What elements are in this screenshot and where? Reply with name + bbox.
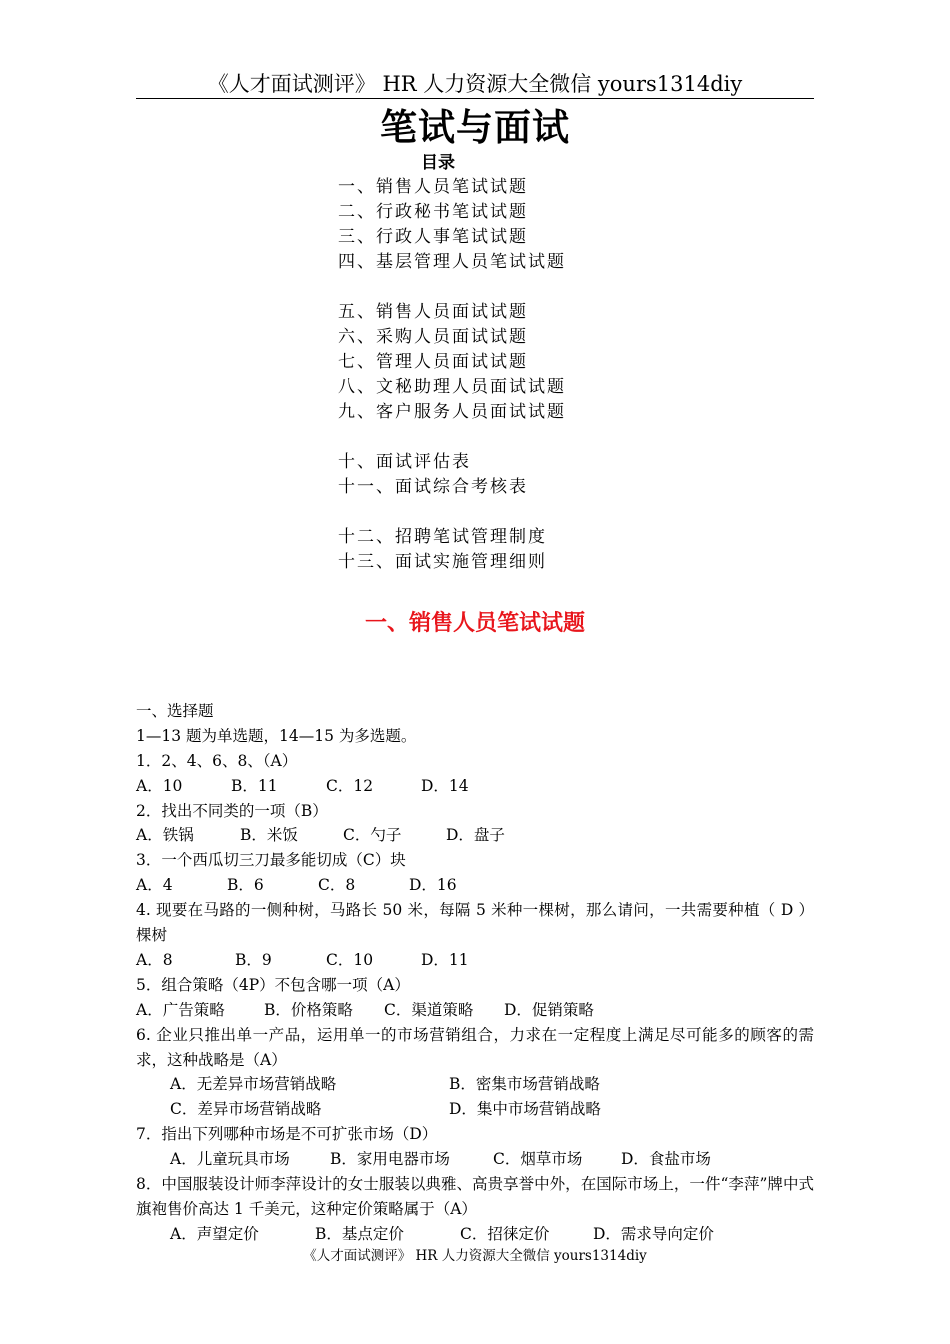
question-text: 8．中国服装设计师李萍设计的女士服装以典雅、高贵享誉中外，在国际市场上，一件“李萍”牌中式旗袍售价高达 1 千美元，这种定价策略属于（A） [136, 1174, 814, 1218]
question-text: 2．找出不同类的一项（B） [136, 801, 328, 820]
option: D．盘子 [446, 826, 505, 845]
question-options [136, 1222, 814, 1247]
option: A．4 [136, 876, 173, 895]
toc-item[interactable]: 三、行政人事笔试试题 [338, 227, 528, 247]
question-options [136, 774, 814, 799]
header-divider [136, 98, 814, 99]
toc-item[interactable]: 二、行政秘书笔试试题 [338, 202, 528, 222]
toc-heading: 目录 [421, 153, 455, 173]
option: D．11 [421, 950, 469, 969]
toc-item[interactable]: 八、文秘助理人员面试试题 [338, 377, 566, 397]
option: A．铁锅 [136, 826, 194, 845]
toc-item[interactable]: 七、管理人员面试试题 [338, 352, 528, 372]
toc-item[interactable]: 十、面试评估表 [338, 452, 471, 472]
question-text: 6. 企业只推出单一产品，运用单一的市场营销组合，力求在一定程度上满足尽可能多的顾客的需求，这种战略是（A） [136, 1025, 814, 1069]
toc-item[interactable]: 十一、面试综合考核表 [338, 477, 528, 497]
quiz-part-title: 一、选择题 [136, 702, 214, 720]
toc-spacer [338, 500, 566, 525]
option: C．烟草市场 [493, 1150, 583, 1169]
document-title: 笔试与面试 [380, 106, 570, 149]
quiz-body [136, 699, 814, 1247]
toc-spacer [338, 275, 566, 300]
option: C．渠道策略 [384, 1000, 474, 1019]
question-options [136, 1072, 814, 1097]
toc-item[interactable]: 十三、面试实施管理细则 [338, 552, 547, 572]
question-text: 1．2、4、6、8、（A） [136, 751, 298, 770]
option: B．密集市场营销战略 [449, 1075, 600, 1094]
toc-item[interactable]: 六、采购人员面试试题 [338, 327, 528, 347]
option: B．11 [231, 776, 278, 795]
option: C．8 [318, 876, 356, 895]
option: A．声望定价 [170, 1224, 259, 1243]
toc-spacer [338, 425, 566, 450]
option: A．儿童玩具市场 [170, 1150, 290, 1169]
toc-item[interactable]: 九、客户服务人员面试试题 [338, 402, 566, 422]
page-header: 《人才面试测评》 HR 人力资源大全微信 yours1314diy [207, 72, 743, 96]
question-options [136, 1147, 814, 1172]
option: A．8 [136, 950, 173, 969]
toc-item[interactable]: 十二、招聘笔试管理制度 [338, 527, 547, 547]
option: D．14 [421, 776, 469, 795]
question-options [136, 998, 814, 1023]
option: B．家用电器市场 [330, 1150, 450, 1169]
option: C．12 [326, 776, 374, 795]
table-of-contents [338, 175, 566, 575]
option: C．招徕定价 [460, 1224, 550, 1243]
option: D．集中市场营销战略 [449, 1100, 601, 1119]
option: A．广告策略 [136, 1000, 225, 1019]
section-heading: 一、销售人员笔试试题 [364, 611, 585, 636]
option: C．勺子 [343, 826, 402, 845]
option: D．促销策略 [504, 1000, 594, 1019]
option: D．16 [409, 876, 457, 895]
option: C．差异市场营销战略 [170, 1100, 322, 1119]
question-text: 5．组合策略（4P）不包含哪一项（A） [136, 975, 410, 994]
toc-item[interactable]: 一、销售人员笔试试题 [338, 177, 528, 197]
option: B．6 [227, 876, 264, 895]
question-options [136, 1097, 814, 1122]
question-text: 4. 现要在马路的一侧种树，马路长 50 米，每隔 5 米种一棵树，那么请问，一共需要种植（ D ）棵树 [136, 901, 814, 945]
option: C．10 [326, 950, 374, 969]
option: B．基点定价 [315, 1224, 404, 1243]
option: A．无差异市场营销战略 [170, 1075, 337, 1094]
toc-item[interactable]: 四、基层管理人员笔试试题 [338, 252, 566, 272]
option: B．米饭 [240, 826, 298, 845]
page-footer: 《人才面试测评》 HR 人力资源大全微信 yours1314diy [303, 1248, 647, 1264]
option: B．9 [235, 950, 272, 969]
option: D．需求导向定价 [593, 1224, 714, 1243]
toc-item[interactable]: 五、销售人员面试试题 [338, 302, 528, 322]
question-options [136, 823, 814, 848]
option: A．10 [136, 776, 183, 795]
question-text: 7．指出下列哪种市场是不可扩张市场（D） [136, 1125, 438, 1144]
question-options [136, 873, 814, 898]
question-options [136, 948, 814, 973]
question-text: 3．一个西瓜切三刀最多能切成（C）块 [136, 851, 406, 870]
quiz-instructions: 1—13 题为单选题，14—15 为多选题。 [136, 726, 417, 745]
option: D．食盐市场 [621, 1150, 711, 1169]
option: B．价格策略 [264, 1000, 353, 1019]
